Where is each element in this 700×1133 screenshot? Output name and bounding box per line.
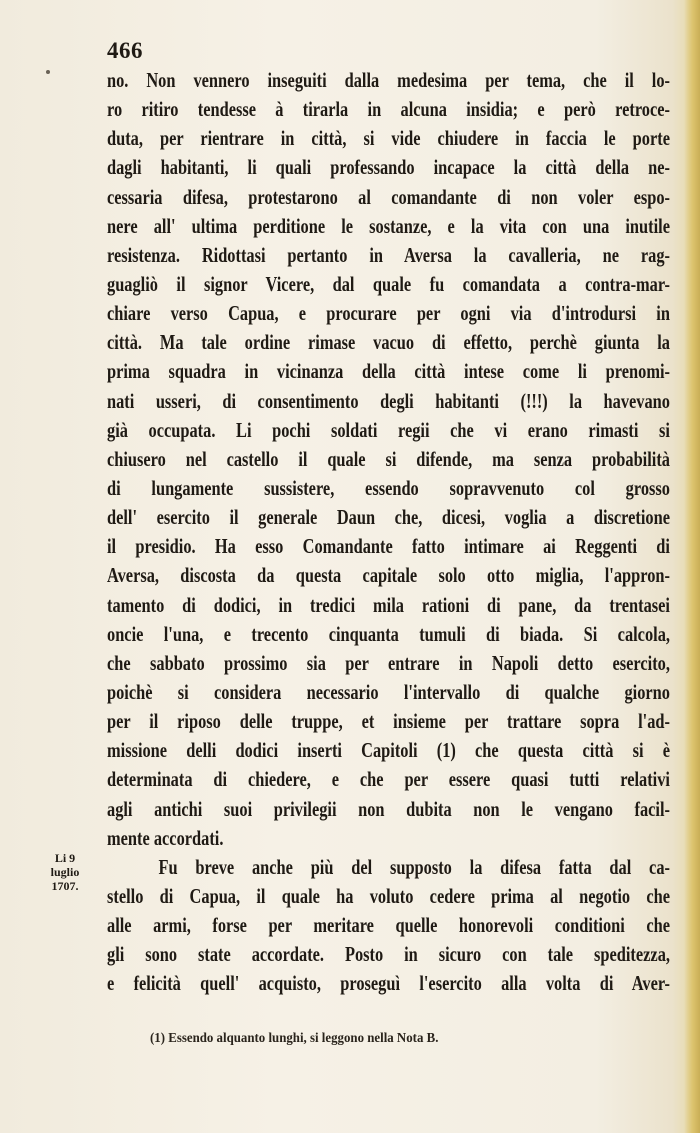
text-line: prima squadra in vicinanza della città intese come li prenomi-	[107, 359, 670, 384]
text-line: ro ritiro tendesse à tirarla in alcuna insidia; e però retroce-	[107, 97, 670, 122]
text-line: dagli habitanti, li quali professando incapace la città della ne-	[107, 155, 670, 180]
paragraph-start-line: Fu breve anche più del supposto la difesa fatta dal ca-	[158, 854, 670, 879]
text-line: chiusero nel castello il quale si difende, ma senza probabilità	[107, 446, 670, 471]
page-edge	[684, 0, 700, 1133]
page-number: 466	[107, 38, 143, 63]
text-line: per il riposo delle truppe, et insieme per trattare sopra l'ad-	[107, 709, 670, 734]
text-line: stello di Capua, il quale ha voluto cedere prima al negotio che	[107, 883, 670, 908]
text-line: dell' esercito il generale Daun che, dicesi, voglia a discretione	[107, 505, 670, 530]
text-line: mente accordati.	[107, 825, 224, 850]
text-line: il presidio. Ha esso Comandante fatto intimare ai Reggenti di	[107, 534, 670, 559]
footnote: (1) Essendo alquanto lunghi, si leggono nella Nota B.	[150, 1031, 439, 1046]
text-line: nati usseri, di consentimento degli habitanti (!!!) la havevano	[107, 388, 670, 413]
text-line: Aversa, discosta da questa capitale solo otto miglia, l'appron-	[107, 563, 670, 588]
text-line: poichè si considera necessario l'intervallo di qualche giorno	[107, 679, 670, 704]
text-line: tamento di dodici, in tredici mila rationi di pane, da trentasei	[107, 592, 670, 617]
text-line: oncie l'una, e trecento cinquanta tumuli di biada. Si calcola,	[107, 621, 670, 646]
text-line: missione delli dodici inserti Capitoli (1) che questa città si è	[107, 738, 670, 763]
text-line: che sabbato prossimo sia per entrare in Napoli detto esercito,	[107, 650, 670, 675]
text-line: e felicità quell' acquisto, proseguì l'esercito alla volta di Aver-	[107, 971, 670, 996]
text-line: cessaria difesa, protestarono al comandante di non voler espo-	[107, 184, 670, 209]
text-line: già occupata. Li pochi soldati regii che vi erano rimasti si	[107, 417, 670, 442]
margin-date-note	[40, 851, 90, 893]
body-text	[107, 66, 670, 999]
margin-note-year: 1707.	[51, 879, 79, 893]
text-line: alle armi, forse per meritare quelle honorevoli conditioni che	[107, 913, 670, 938]
text-line: duta, per rientrare in città, si vide chiudere in faccia le porte	[107, 126, 670, 151]
text-line: chiare verso Capua, e procurare per ogni via d'introdursi in	[107, 301, 670, 326]
speck	[46, 70, 50, 74]
text-line: di lungamente sussistere, essendo sopravvenuto col grosso	[107, 475, 670, 500]
text-line: città. Ma tale ordine rimase vacuo di effetto, perchè giunta la	[107, 330, 670, 355]
margin-note-month: luglio	[50, 865, 80, 879]
text-line: resistenza. Ridottasi pertanto in Aversa la cavalleria, ne rag-	[107, 242, 670, 267]
margin-note-day: Li 9	[54, 851, 76, 865]
text-line: nere all' ultima perditione le sostanze, e la vita con una inutile	[107, 213, 670, 238]
text-line: no. Non vennero inseguiti dalla medesima per tema, che il lo-	[107, 68, 670, 92]
text-line: guagliò il signor Vicere, dal quale fu comandata a contra-mar-	[107, 271, 670, 296]
text-line: determinata di chiedere, e che per essere quasi tutti relativi	[107, 767, 670, 792]
text-line: agli antichi suoi privilegii non dubita non le vengano facil-	[107, 796, 670, 821]
text-line: gli sono state accordate. Posto in sicuro con tale speditezza,	[107, 942, 670, 967]
